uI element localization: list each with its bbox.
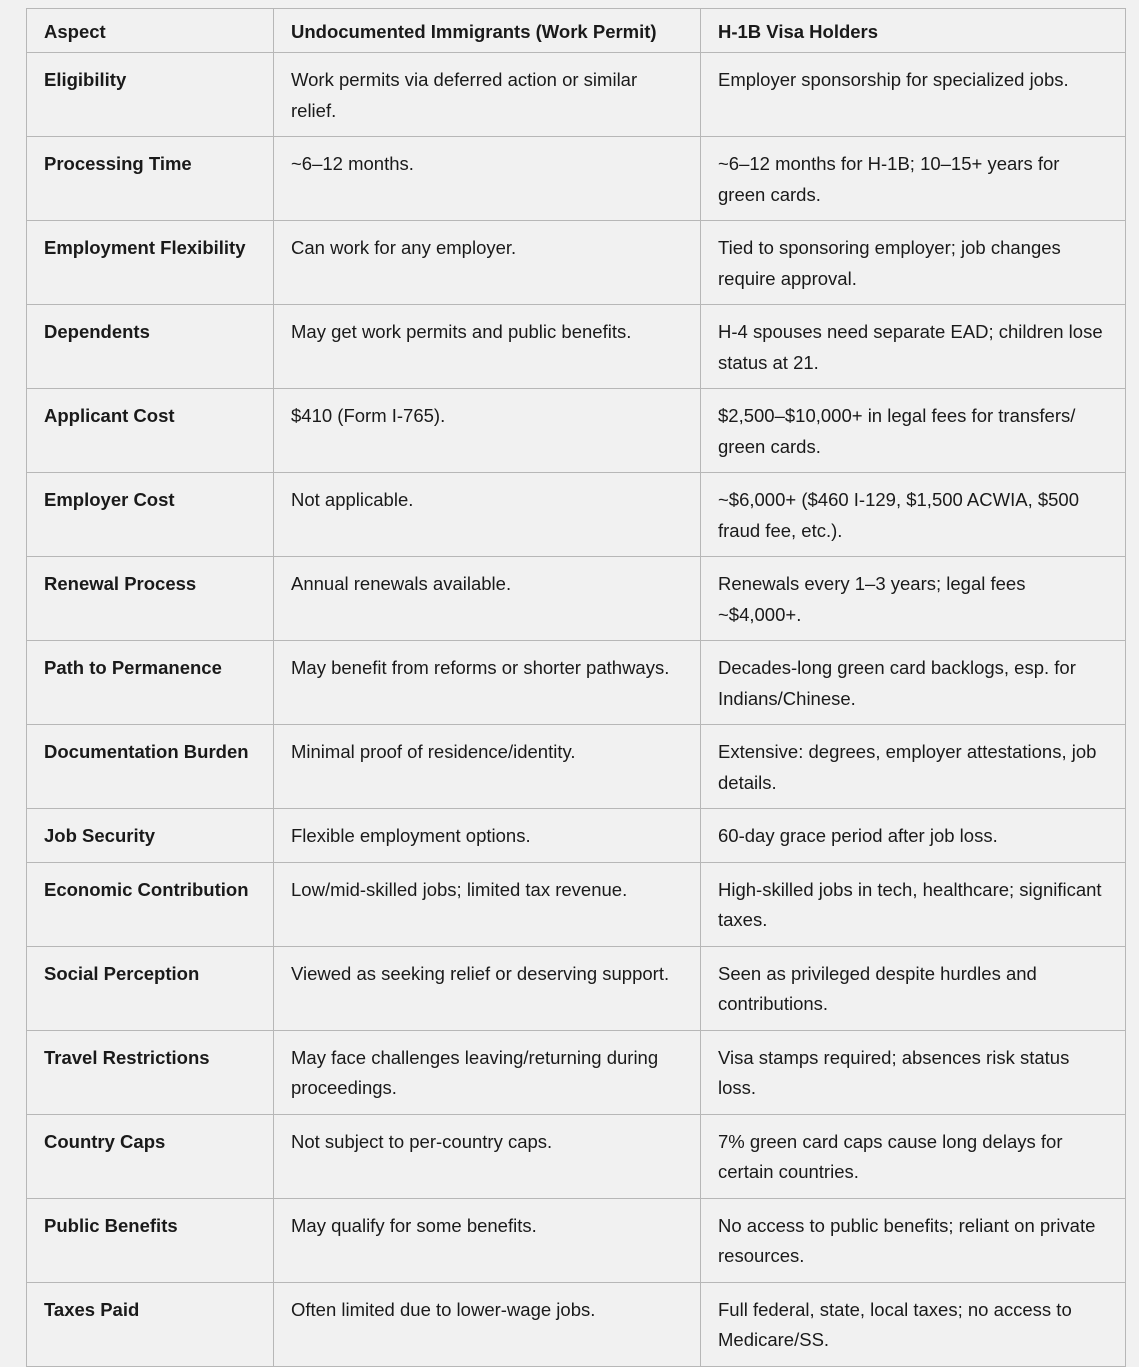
aspect-cell: Eligibility [27,53,274,137]
aspect-cell: Renewal Process [27,557,274,641]
aspect-cell: Path to Permanence [27,641,274,725]
undocumented-cell: Flexible employment options. [274,809,701,863]
aspect-cell: Applicant Cost [27,389,274,473]
h1b-cell: Full federal, state, local taxes; no access to Medicare/SS. [701,1282,1126,1366]
header-undocumented: Undocumented Immigrants (Work Permit) [274,9,701,53]
aspect-cell: Dependents [27,305,274,389]
undocumented-cell: Work permits via deferred action or similar relief. [274,53,701,137]
h1b-cell: Employer sponsorship for specialized jobs. [701,53,1126,137]
h1b-cell: $2,500–$10,000+ in legal fees for transfers/ green cards. [701,389,1126,473]
h1b-cell: Tied to sponsoring employer; job changes require approval. [701,221,1126,305]
table-row [27,809,1126,863]
h1b-cell: No access to public benefits; reliant on private resources. [701,1198,1126,1282]
aspect-cell: Social Perception [27,946,274,1030]
aspect-cell: Documentation Burden [27,725,274,809]
aspect-cell: Taxes Paid [27,1282,274,1366]
table-row [27,641,1126,725]
undocumented-cell: Low/mid-skilled jobs; limited tax revenue. [274,862,701,946]
undocumented-cell: Not applicable. [274,473,701,557]
aspect-cell: Processing Time [27,137,274,221]
header-row [27,9,1126,53]
undocumented-cell: Not subject to per-country caps. [274,1114,701,1198]
h1b-cell: Extensive: degrees, employer attestations, job details. [701,725,1126,809]
header-aspect: Aspect [27,9,274,53]
table-row [27,862,1126,946]
undocumented-cell: May get work permits and public benefits. [274,305,701,389]
table-row [27,1282,1126,1366]
h1b-cell: 60-day grace period after job loss. [701,809,1126,863]
table-row [27,1198,1126,1282]
table-row [27,557,1126,641]
aspect-cell: Economic Contribution [27,862,274,946]
table-row [27,946,1126,1030]
undocumented-cell: Minimal proof of residence/identity. [274,725,701,809]
aspect-cell: Employment Flexibility [27,221,274,305]
aspect-cell: Job Security [27,809,274,863]
undocumented-cell: Often limited due to lower-wage jobs. [274,1282,701,1366]
h1b-cell: Decades-long green card backlogs, esp. for Indians/Chinese. [701,641,1126,725]
h1b-cell: 7% green card caps cause long delays for certain countries. [701,1114,1126,1198]
table-row [27,53,1126,137]
undocumented-cell: Can work for any employer. [274,221,701,305]
header-h1b: H-1B Visa Holders [701,9,1126,53]
h1b-cell: Seen as privileged despite hurdles and contributions. [701,946,1126,1030]
h1b-cell: Renewals every 1–3 years; legal fees ~$4,000+. [701,557,1126,641]
undocumented-cell: Viewed as seeking relief or deserving support. [274,946,701,1030]
table-row [27,221,1126,305]
undocumented-cell: May qualify for some benefits. [274,1198,701,1282]
table-row [27,473,1126,557]
table-row [27,305,1126,389]
table-row [27,389,1126,473]
undocumented-cell: Annual renewals available. [274,557,701,641]
h1b-cell: Visa stamps required; absences risk status loss. [701,1030,1126,1114]
comparison-table [26,8,1126,1367]
table-body [27,53,1126,1367]
aspect-cell: Country Caps [27,1114,274,1198]
table-row [27,1114,1126,1198]
aspect-cell: Travel Restrictions [27,1030,274,1114]
aspect-cell: Employer Cost [27,473,274,557]
table-header [27,9,1126,53]
h1b-cell: High-skilled jobs in tech, healthcare; significant taxes. [701,862,1126,946]
table-row [27,1030,1126,1114]
table-row [27,137,1126,221]
h1b-cell: H-4 spouses need separate EAD; children lose status at 21. [701,305,1126,389]
undocumented-cell: May benefit from reforms or shorter pathways. [274,641,701,725]
table-row [27,725,1126,809]
undocumented-cell: $410 (Form I-765). [274,389,701,473]
undocumented-cell: ~6–12 months. [274,137,701,221]
h1b-cell: ~6–12 months for H-1B; 10–15+ years for green cards. [701,137,1126,221]
undocumented-cell: May face challenges leaving/returning during proceedings. [274,1030,701,1114]
h1b-cell: ~$6,000+ ($460 I-129, $1,500 ACWIA, $500 fraud fee, etc.). [701,473,1126,557]
aspect-cell: Public Benefits [27,1198,274,1282]
